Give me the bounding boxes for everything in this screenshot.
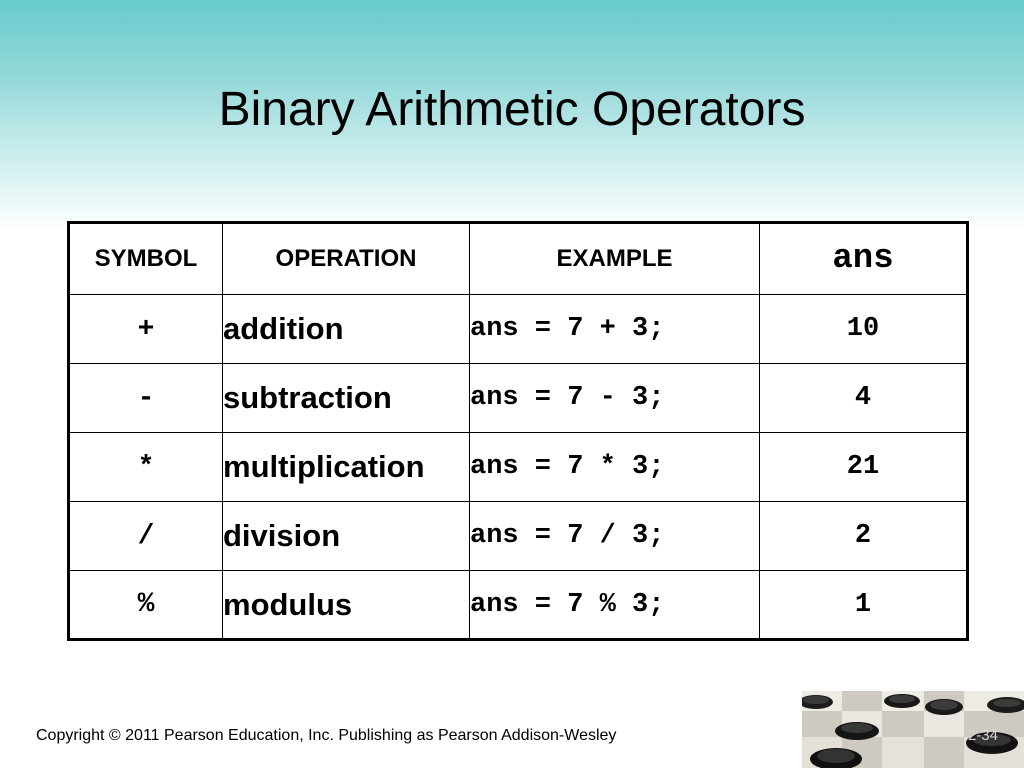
result-cell: 4 [760,364,968,433]
column-header-example: EXAMPLE [470,223,760,295]
table-header-row [69,223,968,295]
example-cell: ans = 7 + 3; [470,295,760,364]
slide-number: 2-34 [967,727,998,744]
table-row [69,433,968,502]
slide-title: Binary Arithmetic Operators [218,83,806,136]
operation-cell: modulus [223,571,470,640]
table-row [69,295,968,364]
example-cell: ans = 7 - 3; [470,364,760,433]
operation-cell: subtraction [223,364,470,433]
example-cell: ans = 7 * 3; [470,433,760,502]
column-header-ans: ans [760,223,968,295]
column-header-symbol: SYMBOL [69,223,223,295]
result-cell: 10 [760,295,968,364]
copyright-notice: Copyright © 2011 Pearson Education, Inc. Publishing as Pearson Addison-Wesley [36,727,617,744]
symbol-cell: + [69,295,223,364]
result-cell: 2 [760,502,968,571]
table-row [69,364,968,433]
table-row [69,571,968,640]
symbol-cell: - [69,364,223,433]
symbol-cell: / [69,502,223,571]
operators-table [67,221,969,641]
operation-cell: division [223,502,470,571]
example-cell: ans = 7 / 3; [470,502,760,571]
column-header-operation: OPERATION [223,223,470,295]
table-row [69,502,968,571]
result-cell: 1 [760,571,968,640]
symbol-cell: * [69,433,223,502]
result-cell: 21 [760,433,968,502]
symbol-cell: % [69,571,223,640]
operation-cell: multiplication [223,433,470,502]
operation-cell: addition [223,295,470,364]
example-cell: ans = 7 % 3; [470,571,760,640]
